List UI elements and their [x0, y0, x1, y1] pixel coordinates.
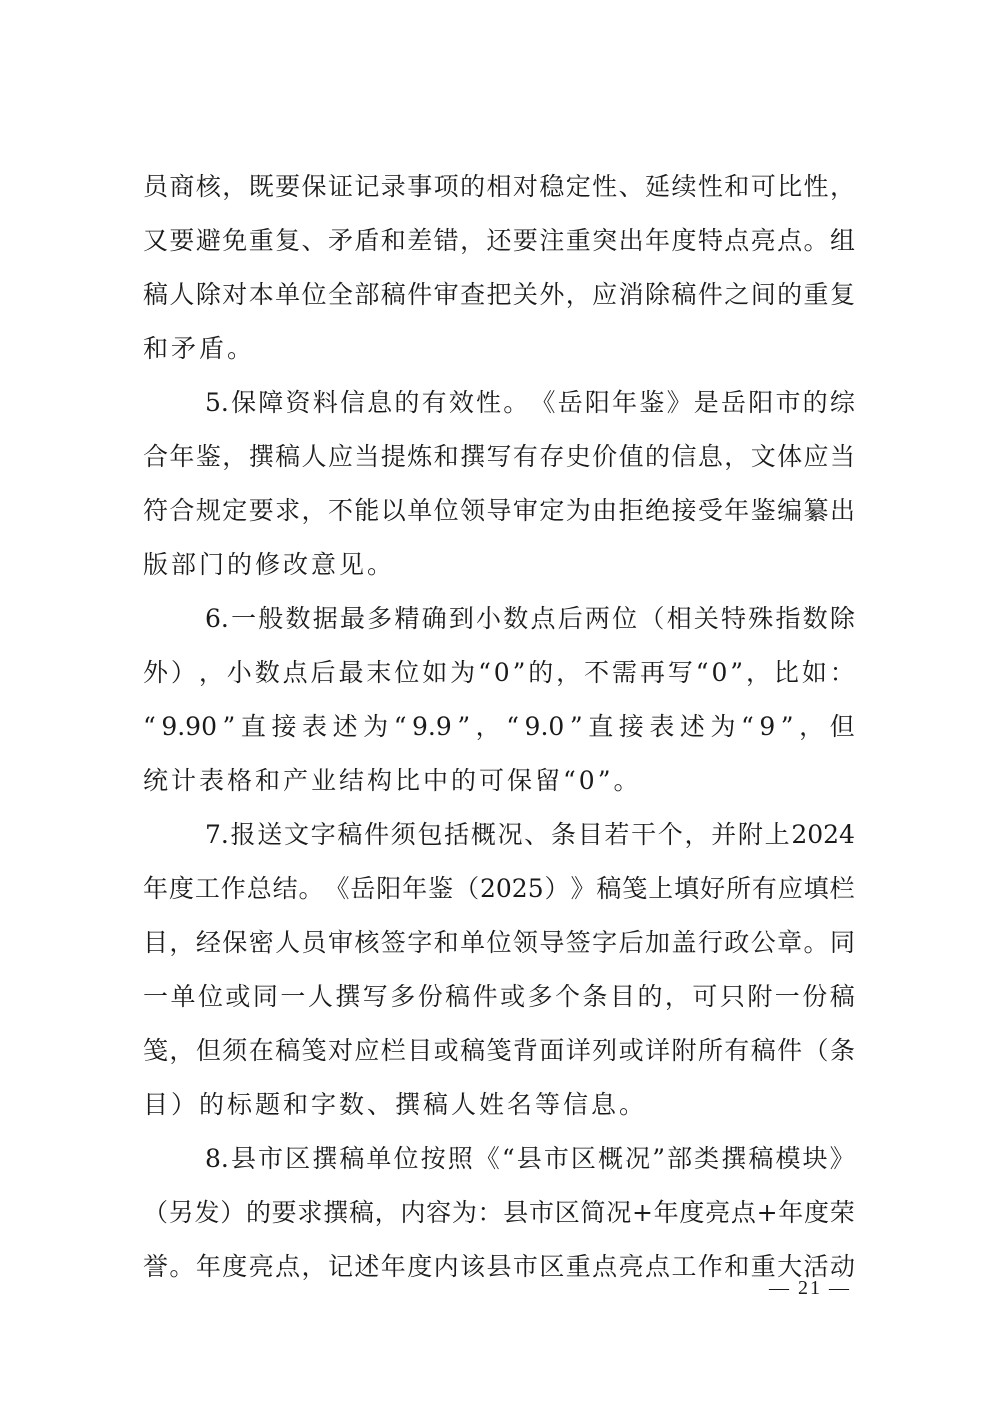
- page-number: — 21 —: [769, 1277, 851, 1299]
- text-line: 外 ） ， 小 数 点 后 最 末 位 如 为 “ 0 ” 的 ， 不 需 再 写 “ 0 ” ， 比 如 ：: [143, 658, 855, 687]
- text-line: “ 9.90 ” 直 接 表 述 为 “ 9.9 ” ， “ 9.0 ” 直 接 表 述 为 “ 9 ” ， 但: [143, 712, 855, 741]
- text-line: （ 另 发 ） 的 要 求 撰 稿 ， 内 容 为 ： 县 市 区 简 况 + 年 度 亮 点 + 年 度 荣: [143, 1198, 855, 1227]
- paragraph-8-first-line: 8. 县 市 区 撰 稿 单 位 按 照 《 “ 县 市 区 概 况 ” 部 类 撰 稿 模 块 》: [205, 1144, 855, 1173]
- text-line: 稿 人 除 对 本 单 位 全 部 稿 件 审 查 把 关 外 ， 应 消 除 稿 件 之 间 的 重 复: [143, 280, 855, 309]
- text-line: 和矛盾。: [143, 334, 256, 363]
- text-line: 目）的标题和字数、撰稿人姓名等信息。: [143, 1090, 648, 1119]
- text-line: 统计表格和产业结构比中的可保留“0”。: [143, 766, 642, 795]
- body-text: [143, 160, 855, 1294]
- text-line: 合 年 鉴 ， 撰 稿 人 应 当 提 炼 和 撰 写 有 存 史 价 值 的 信 息 ， 文 体 应 当: [143, 442, 855, 471]
- text-line: 符 合 规 定 要 求 ， 不 能 以 单 位 领 导 审 定 为 由 拒 绝 接 受 年 鉴 编 纂 出: [143, 496, 855, 525]
- text-line: 目 ， 经 保 密 人 员 审 核 签 字 和 单 位 领 导 签 字 后 加 盖 行 政 公 章 。 同: [143, 928, 855, 957]
- text-line: 员 商 核 ， 既 要 保 证 记 录 事 项 的 相 对 稳 定 性 、 延 续 性 和 可 比 性 ，: [143, 172, 855, 201]
- text-line: 又 要 避 免 重 复 、 矛 盾 和 差 错 ， 还 要 注 重 突 出 年 度 特 点 亮 点 。 组: [143, 226, 855, 255]
- text-line: 一 单 位 或 同 一 人 撰 写 多 份 稿 件 或 多 个 条 目 的 ， 可 只 附 一 份 稿: [143, 982, 855, 1011]
- text-line: 誉 。 年 度 亮 点 ， 记 述 年 度 内 该 县 市 区 重 点 亮 点 工 作 和 重 大 活 动: [143, 1252, 855, 1281]
- text-line: 版部门的修改意见。: [143, 550, 396, 579]
- paragraph-5-first-line: 5. 保 障 资 料 信 息 的 有 效 性 。 《 岳 阳 年 鉴 》 是 岳 阳 市 的 综: [205, 388, 855, 417]
- text-line: 笺 ， 但 须 在 稿 笺 对 应 栏 目 或 稿 笺 背 面 详 列 或 详 附 所 有 稿 件 （ 条: [143, 1036, 855, 1065]
- paragraph-7-first-line: 7. 报 送 文 字 稿 件 须 包 括 概 况 、 条 目 若 干 个 ， 并 附 上 2024: [205, 820, 855, 849]
- text-line: 年 度 工 作 总 结 。 《 岳 阳 年 鉴 （ 2025 ） 》 稿 笺 上 填 好 所 有 应 填 栏: [143, 874, 855, 903]
- paragraph-6-first-line: 6. 一 般 数 据 最 多 精 确 到 小 数 点 后 两 位 （ 相 关 特 殊 指 数 除: [205, 604, 855, 633]
